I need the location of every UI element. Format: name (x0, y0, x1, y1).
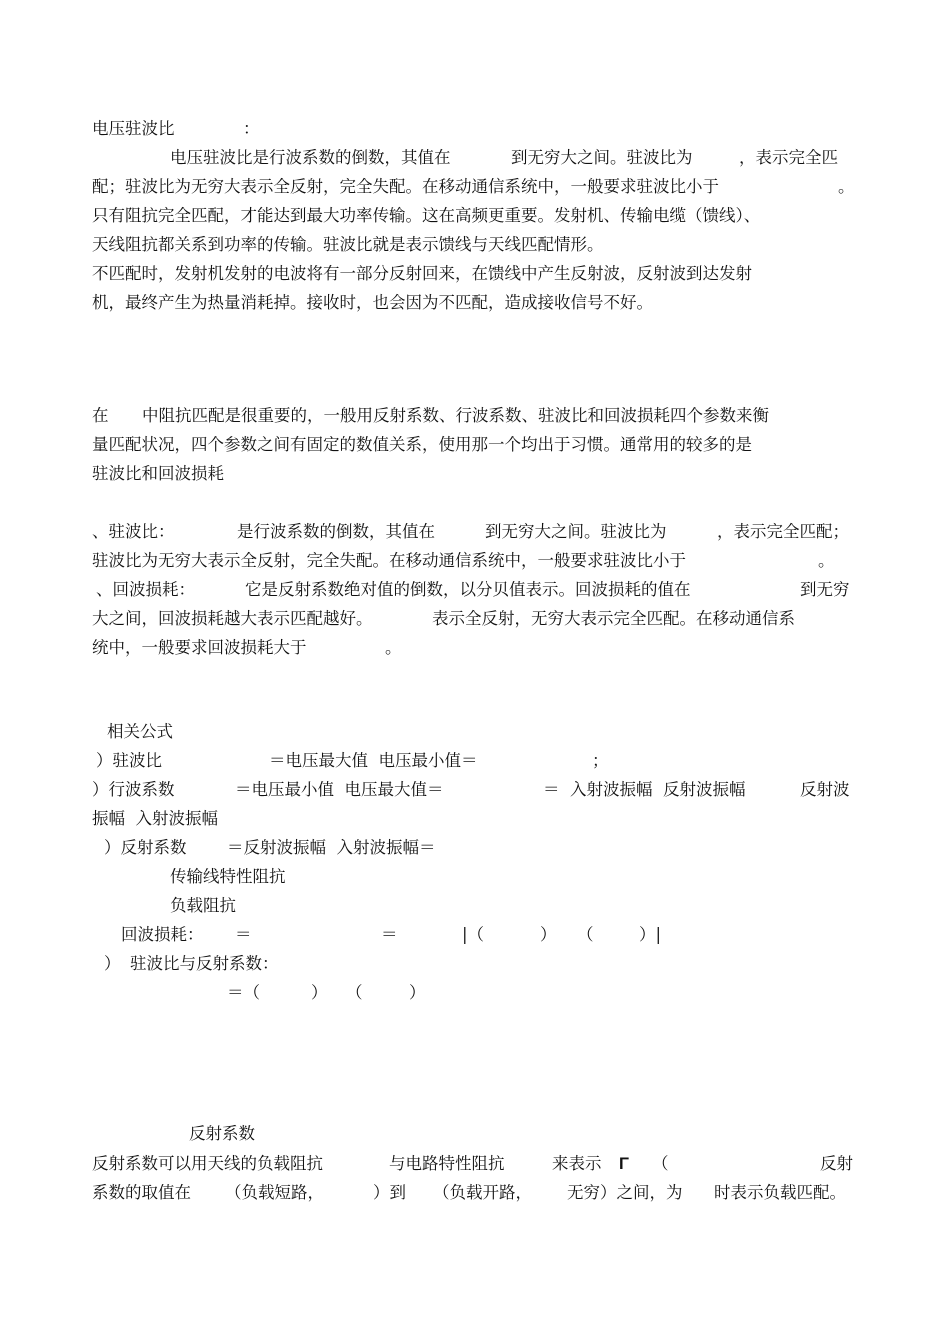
formula-bracket: |（ (462, 925, 485, 944)
formula-label: ）反射系数 (104, 838, 187, 857)
text-fragment: 时表示负载匹配。 (714, 1183, 846, 1202)
text-fragment: 。 (818, 551, 835, 570)
text-fragment: ，表示完全匹 (739, 148, 838, 167)
symbol-definition: 负载阻抗 (170, 896, 236, 915)
text-fragment: 反射系数可以用天线的负载阻抗 (92, 1154, 323, 1173)
text-line: 量匹配状况，四个参数之间有固定的数值关系，使用那一个均出于习惯。通常用的较多的是 (92, 435, 752, 454)
text-fragment: ）到 (373, 1183, 406, 1202)
text-fragment: 它是反射系数绝对值的倒数，以分贝值表示。回波损耗的值在 (245, 580, 691, 599)
text-fragment: 统中，一般要求回波损耗大于 (92, 638, 307, 657)
text-fragment: 驻波比为无穷大表示全反射，完全失配。在移动通信系统中，一般要求驻波比小于 (92, 551, 686, 570)
formula-label: 回波损耗： (121, 925, 204, 944)
formula-label: ）行波系数 (92, 780, 175, 799)
text-fragment: 中阻抗匹配是很重要的，一般用反射系数、行波系数、驻波比和回波损耗四个参数来衡 (142, 406, 769, 425)
text-fragment: 配；驻波比为无穷大表示全反射，完全失配。在移动通信系统中，一般要求驻波比小于 (92, 177, 719, 196)
text-fragment: 反射波 (800, 780, 850, 799)
symbol-definition: 传输线特性阻抗 (170, 867, 286, 886)
text-fragment: 是行波系数的倒数，其值在 (237, 522, 435, 541)
text-fragment: 反射 (820, 1154, 853, 1173)
formula-bracket: （ (346, 983, 363, 1002)
formula-bracket: ） (540, 925, 557, 944)
text-fragment: 系数的取值在 (92, 1183, 191, 1202)
section-heading-vswr: 电压驻波比 (92, 119, 175, 138)
text-fragment: 到无穷 (800, 580, 850, 599)
text-fragment: 。 (385, 638, 402, 657)
text-fragment: 到无穷大之间。驻波比为 (511, 148, 693, 167)
formula-label: 驻波比与反射系数： (130, 954, 279, 973)
formula-expression: ＝电压最大值 电压最小值＝ (269, 751, 478, 770)
formula-expression: ＝反射波振幅 入射波振幅＝ (227, 838, 436, 857)
heading-colon: ： (243, 119, 260, 138)
list-item-label-return-loss: 、回波损耗： (96, 580, 195, 599)
formula-bracket: ） (409, 983, 426, 1002)
formula-label: ） (104, 954, 121, 973)
text-fragment: 无穷）之间，为 (567, 1183, 683, 1202)
formula-end: ； (592, 751, 609, 770)
formula-expression: ＝ 入射波振幅 反射波振幅 (543, 780, 746, 799)
text-line: 驻波比和回波损耗 (92, 464, 224, 483)
formula-bracket: ） (311, 983, 328, 1002)
formula-bracket: （ (577, 925, 594, 944)
formula-label: ）驻波比 (96, 751, 162, 770)
list-item-label-vswr: 、驻波比： (92, 522, 175, 541)
text-fragment: 振幅 入射波振幅 (92, 809, 218, 828)
text-fragment: 到无穷大之间。驻波比为 (485, 522, 667, 541)
gamma-symbol: Γ (619, 1155, 629, 1173)
text-fragment: （ (652, 1154, 669, 1173)
formula-expression: ＝电压最小值 电压最大值＝ (235, 780, 444, 799)
formula-bracket: ＝（ (227, 983, 260, 1002)
section-heading-reflection: 反射系数 (189, 1124, 255, 1143)
formulas-title: 相关公式 (107, 722, 173, 741)
text-fragment: ，表示完全匹配； (717, 522, 849, 541)
text-fragment: 大之间，回波损耗越大表示匹配越好。 (92, 609, 373, 628)
text-line: 机，最终产生为热量消耗掉。接收时，也会因为不匹配，造成接收信号不好。 (92, 293, 653, 312)
text-line: 只有阻抗完全匹配，才能达到最大功率传输。这在高频更重要。发射机、传输电缆（馈线）、 (92, 206, 761, 225)
text-fragment: 在 (92, 406, 109, 425)
formula-equals: ＝ (381, 925, 398, 944)
formula-equals: ＝ (235, 925, 252, 944)
text-fragment: 来表示 (552, 1154, 602, 1173)
text-fragment: （负载开路， (433, 1183, 532, 1202)
text-fragment: 与电路特性阻抗 (389, 1154, 505, 1173)
text-line: 不匹配时，发射机发射的电波将有一部分反射回来，在馈线中产生反射波，反射波到达发射 (92, 264, 752, 283)
text-line: 天线阻抗都关系到功率的传输。驻波比就是表示馈线与天线匹配情形。 (92, 235, 604, 254)
text-fragment: 电压驻波比是行波系数的倒数，其值在 (170, 148, 451, 167)
text-fragment: 。 (838, 177, 855, 196)
text-fragment: 表示全反射，无穷大表示完全匹配。在移动通信系 (432, 609, 795, 628)
text-fragment: （负载短路， (225, 1183, 324, 1202)
formula-bracket: ）| (639, 925, 662, 944)
